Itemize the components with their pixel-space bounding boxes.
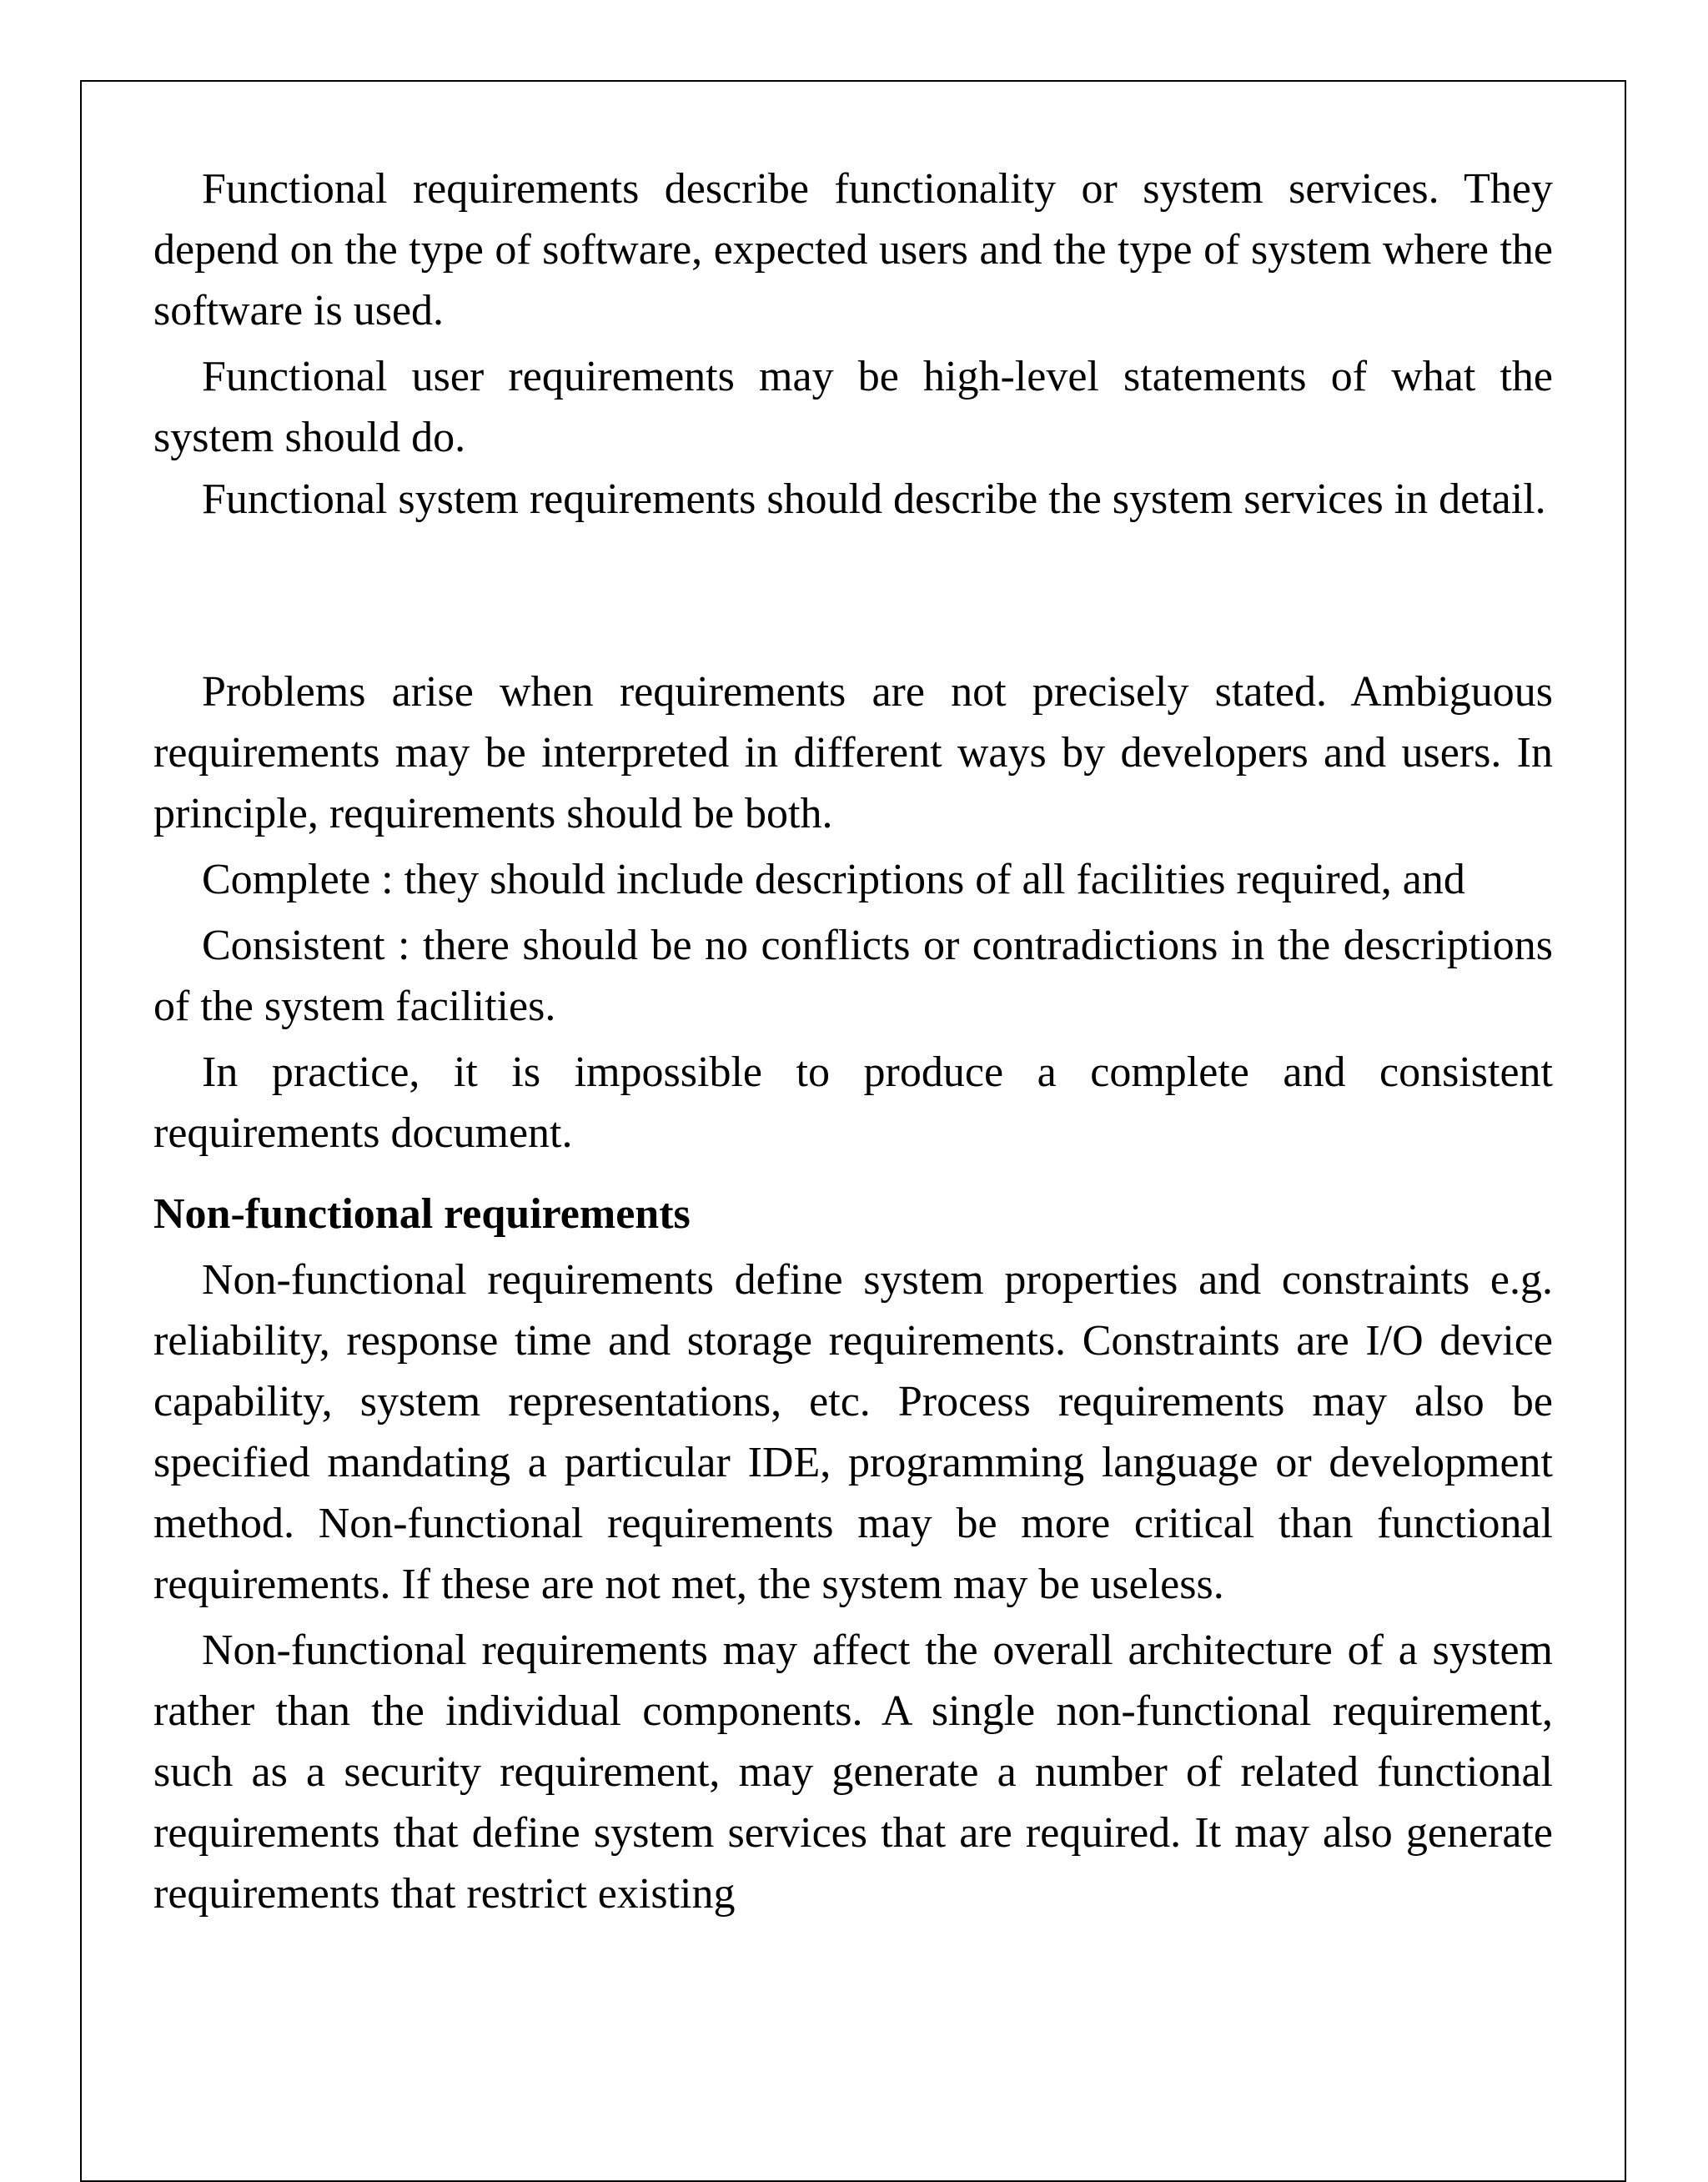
- paragraph-functional-system-requirements: Functional system requirements should describe the system services in detail.: [202, 475, 1546, 523]
- paragraph-non-functional-architecture: Non-functional requirements may affect the overall architecture of a system rather than the individual components. A single non-functional requirement, such as a security requirement, may generate a number of related functional requirements that define system services that are required. It may also generate requirements that restrict existing: [153, 1626, 1553, 1918]
- paragraph-non-functional-define: Non-functional requirements define system properties and constraints e.g. reliability, response time and storage requirements. Constraints are I/O device capability, system representations, etc. Process requirements may also be specified mandating a particular IDE, programming language or development method. Non-functional requirements may be more critical than functional requirements. If these are not met, the system may be useless.: [153, 1256, 1553, 1608]
- paragraph-consistent: Consistent : there should be no conflicts or contradictions in the descriptions of the system facilities.: [153, 922, 1553, 1030]
- paragraph-in-practice: In practice, it is impossible to produce a complete and consistent requirements document.: [153, 1048, 1553, 1157]
- paragraph-functional-user-requirements: Functional user requirements may be high-level statements of what the system should do.: [153, 353, 1553, 461]
- paragraph-complete: Complete : they should include descriptions of all facilities required, and: [202, 856, 1465, 903]
- document-body: [153, 158, 1553, 1924]
- paragraph-functional-requirements: Functional requirements describe functionality or system services. They depend on the type of software, expected users and the type of system where the software is used.: [153, 165, 1553, 334]
- heading-non-functional-requirements: Non-functional requirements: [153, 1190, 691, 1238]
- paragraph-problems: Problems arise when requirements are not precisely stated. Ambiguous requirements may be interpreted in different ways by developers and users. In principle, requirements should be both.: [153, 668, 1553, 837]
